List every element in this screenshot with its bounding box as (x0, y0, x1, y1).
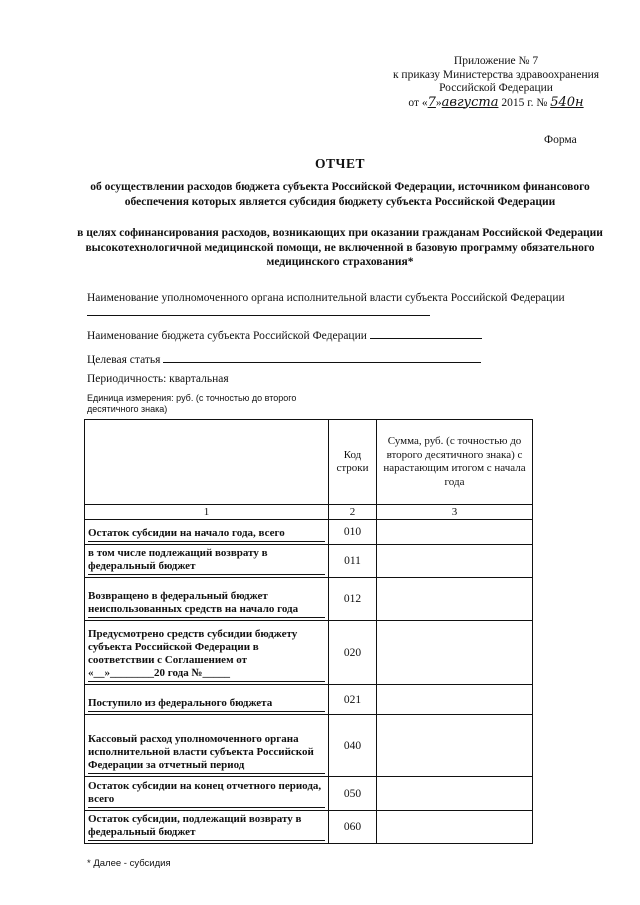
row-code: 021 (329, 685, 377, 715)
row-label-text: Поступило из федерального бюджета (88, 697, 325, 712)
table-row (85, 520, 533, 545)
appendix-order: к приказу Министерства здравоохранения (392, 68, 600, 81)
target-field (87, 351, 481, 366)
row-label (85, 578, 329, 621)
table-row (85, 578, 533, 621)
report-subtitle: об осуществлении расходов бюджета субъекта Российской Федерации, источником финансового обеспечения которых является субсидия бюджету субъекта Российской Федерации (90, 181, 590, 208)
table-row (85, 777, 533, 811)
row-sum-cell[interactable] (377, 715, 533, 777)
row-sum-cell[interactable] (377, 545, 533, 578)
budget-field (87, 327, 482, 342)
budget-field-line[interactable] (370, 327, 482, 339)
table-row (85, 621, 533, 685)
row-sum-cell[interactable] (377, 578, 533, 621)
table-header-row (85, 420, 533, 505)
date-month: августа (441, 94, 499, 110)
report-purpose: в целях софинансирования расходов, возникающих при оказании гражданам Российской Федерации высокотехнологичной медицинской помощи, не включенной в базовую программу обязательного медицинского страхования* (77, 227, 603, 268)
row-code: 011 (329, 545, 377, 578)
date-day: 7 (427, 94, 436, 110)
date-year: 2015 г. № (501, 96, 548, 109)
appendix-ministry: Российской Федерации (439, 82, 553, 94)
row-label (85, 520, 329, 545)
table-row (85, 545, 533, 578)
row-sum-cell[interactable] (377, 685, 533, 715)
row-code: 012 (329, 578, 377, 621)
budget-field-label: Наименование бюджета субъекта Российской Федерации (87, 330, 367, 342)
date-prefix: от « (408, 96, 428, 109)
row-label (85, 811, 329, 844)
row-code: 050 (329, 777, 377, 811)
authority-field-label: Наименование уполномоченного органа исполнительной власти субъекта Российской Федерации (87, 292, 565, 304)
header-cell-name (85, 420, 329, 505)
footnote: * Далее - субсидия (87, 858, 171, 869)
row-code: 040 (329, 715, 377, 777)
appendix-date (380, 96, 612, 111)
order-number: 540н (550, 94, 584, 110)
date-mid: » (435, 96, 442, 109)
colnum-2: 2 (329, 505, 377, 520)
row-label-text: Остаток субсидии на конец отчетного периода, всего (88, 780, 325, 808)
authority-field-line[interactable] (87, 315, 430, 316)
table-row (85, 685, 533, 715)
units-label: Единица измерения: руб. (с точностью до второго десятичного знака) (87, 393, 297, 414)
row-sum-cell[interactable] (377, 621, 533, 685)
row-label-text: в том числе подлежащий возврату в федеральный бюджет (88, 547, 325, 575)
row-label-text: Остаток субсидии на начало года, всего (88, 527, 325, 542)
row-sum-cell[interactable] (377, 811, 533, 844)
table-row (85, 715, 533, 777)
table-colnum-row (85, 505, 533, 520)
row-label-text: Возвращено в федеральный бюджет неиспользованных средств на начало года (88, 590, 325, 618)
report-title: ОТЧЕТ (315, 156, 365, 171)
colnum-3: 3 (377, 505, 533, 520)
target-field-line[interactable] (163, 351, 481, 363)
table-row (85, 811, 533, 844)
header-cell-code: Код строки (329, 420, 377, 505)
periodicity-label: Периодичность: квартальная (87, 373, 229, 385)
row-label (85, 715, 329, 777)
row-label (85, 685, 329, 715)
row-label (85, 777, 329, 811)
row-code: 020 (329, 621, 377, 685)
row-label-text: Предусмотрено средств субсидии бюджету субъекта Российской Федерации в соответствии с Соглашением от «__»________20 года №_____ (88, 628, 325, 682)
row-label-text: Кассовый расход уполномоченного органа исполнительной власти субъекта Российской Федерации за отчетный период (88, 733, 325, 774)
row-code: 010 (329, 520, 377, 545)
row-code: 060 (329, 811, 377, 844)
form-label: Форма (544, 134, 577, 146)
appendix-block (380, 55, 612, 110)
row-sum-cell[interactable] (377, 777, 533, 811)
target-field-label: Целевая статья (87, 354, 161, 366)
row-label (85, 621, 329, 685)
row-label-text: Остаток субсидии, подлежащий возврату в федеральный бюджет (88, 813, 325, 841)
row-sum-cell[interactable] (377, 520, 533, 545)
colnum-1: 1 (85, 505, 329, 520)
row-label (85, 545, 329, 578)
report-table (84, 419, 533, 844)
header-cell-sum: Сумма, руб. (с точностью до второго десятичного знака) с нарастающим итогом с начала года (377, 420, 533, 505)
appendix-title: Приложение № 7 (453, 55, 539, 67)
